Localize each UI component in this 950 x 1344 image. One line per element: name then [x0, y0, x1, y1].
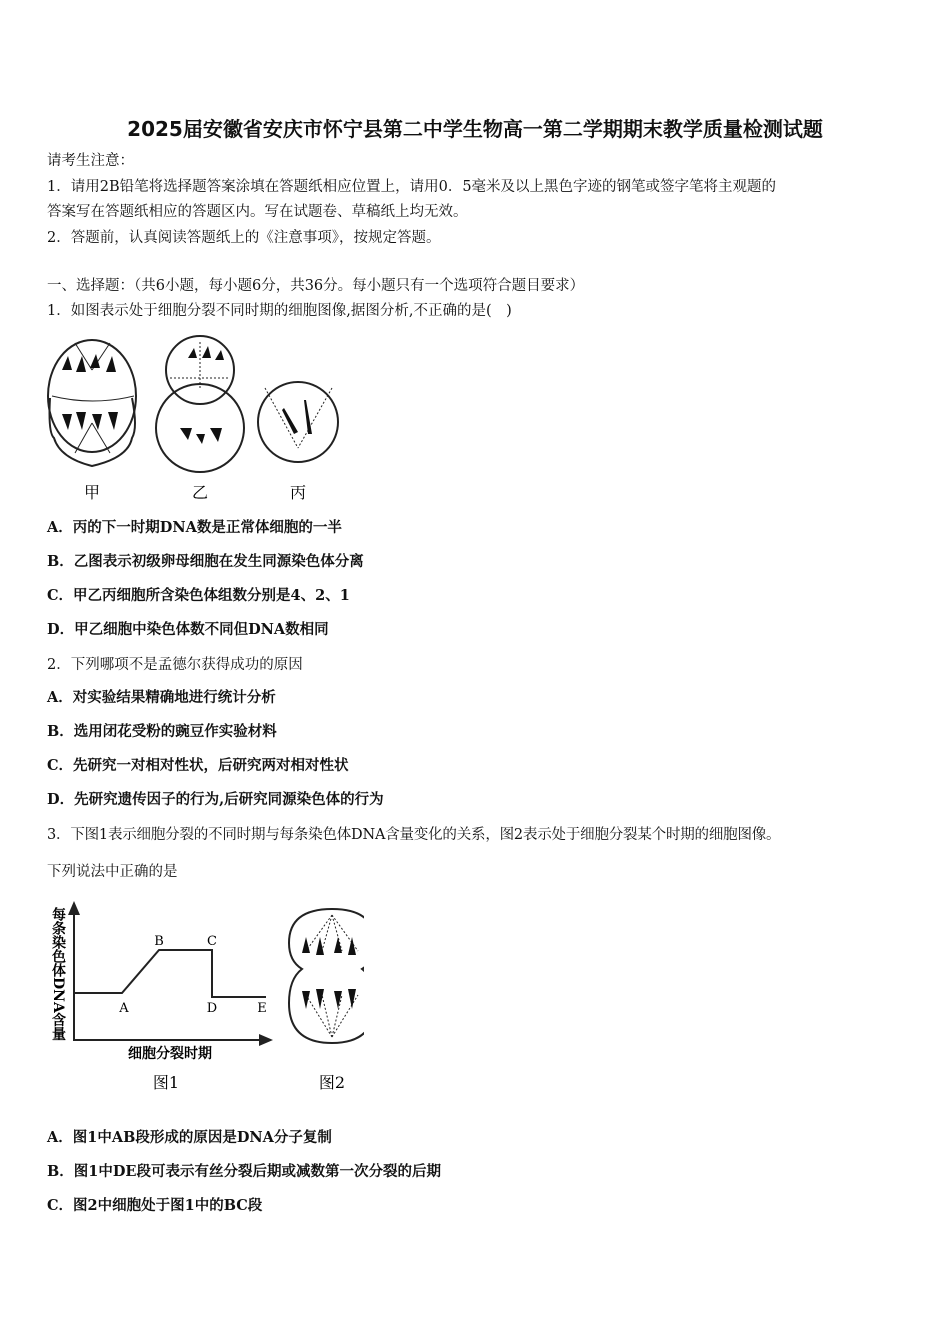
point-a: A	[119, 1001, 129, 1016]
q3-option-b: B．图1中DE段可表示有丝分裂后期或减数第一次分裂的后期	[47, 1163, 441, 1180]
page-title: 2025届安徽省安庆市怀宁县第二中学生物高一第二学期期末教学质量检测试题	[127, 117, 823, 141]
q1-option-d: D．甲乙细胞中染色体数不同但DNA数相同	[47, 621, 329, 638]
q2-option-a: A．对实验结果精确地进行统计分析	[47, 689, 276, 706]
cell-jia-outline	[50, 398, 136, 466]
fig1-xlabel: 细胞分裂时期	[128, 1046, 212, 1062]
label-bing: 丙	[289, 483, 307, 502]
point-b: B	[154, 934, 164, 949]
cell-yi-bottom	[156, 384, 244, 472]
q3-option-a: A．图1中AB段形成的原因是DNA分子复制	[47, 1129, 332, 1146]
q2-stem: 2．下列哪项不是孟德尔获得成功的原因	[47, 657, 303, 673]
section-heading: 一、选择题：（共6小题，每小题6分，共36分。每小题只有一个选项符合题目要求）	[47, 278, 585, 294]
q3-stem-1: 3．下图1表示细胞分裂的不同时期与每条染色体DNA含量变化的关系，图2表示处于细胞分裂某个时期的细胞图像。	[47, 827, 781, 843]
fig1-caption: 图1	[152, 1073, 180, 1092]
q2-option-d: D．先研究遗传因子的行为,后研究同源染色体的行为	[47, 791, 384, 808]
q3-stem-2: 下列说法中正确的是	[47, 864, 178, 880]
q2-option-c: C．先研究一对相对性状，后研究两对相对性状	[47, 757, 349, 774]
q1-option-b: B．乙图表示初级卵母细胞在发生同源染色体分离	[47, 553, 364, 570]
q3-option-c: C．图2中细胞处于图1中的BC段	[47, 1197, 263, 1214]
notice-heading: 请考生注意：	[47, 153, 134, 169]
fig1-axes	[74, 907, 269, 1040]
notice-line-2: 2．答题前，认真阅读答题纸上的《注意事项》，按规定答题。	[47, 230, 441, 246]
fig2-cell	[289, 909, 364, 1043]
point-c: C	[207, 934, 217, 949]
cell-jia-top	[48, 340, 136, 452]
fig1-ylabel: 每条染色体DNA含量	[50, 907, 66, 1041]
q1-cell-figure	[40, 328, 350, 504]
q1-stem: 1．如图表示处于细胞分裂不同时期的细胞图像,据图分析,不正确的是( )	[47, 303, 512, 319]
fig1-curve	[74, 950, 266, 997]
label-jia: 甲	[83, 483, 101, 502]
q3-figure	[44, 895, 364, 1095]
fig2-caption: 图2	[318, 1073, 346, 1092]
q1-option-a: A．丙的下一时期DNA数是正常体细胞的一半	[47, 519, 342, 536]
label-yi: 乙	[191, 483, 209, 502]
point-e: E	[257, 1001, 267, 1016]
q2-option-b: B．选用闭花受粉的豌豆作实验材料	[47, 723, 277, 740]
cell-bing	[258, 382, 338, 462]
notice-line-1a: 1．请用2B铅笔将选择题答案涂填在答题纸相应位置上，请用0．5毫米及以上黑色字迹的钢笔或签字笔将主观题的	[47, 179, 777, 195]
notice-line-1b: 答案写在答题纸相应的答题区内。写在试题卷、草稿纸上均无效。	[47, 204, 468, 220]
point-d: D	[206, 1001, 218, 1016]
q1-option-c: C．甲乙丙细胞所含染色体组数分别是4、2、1	[47, 587, 350, 604]
